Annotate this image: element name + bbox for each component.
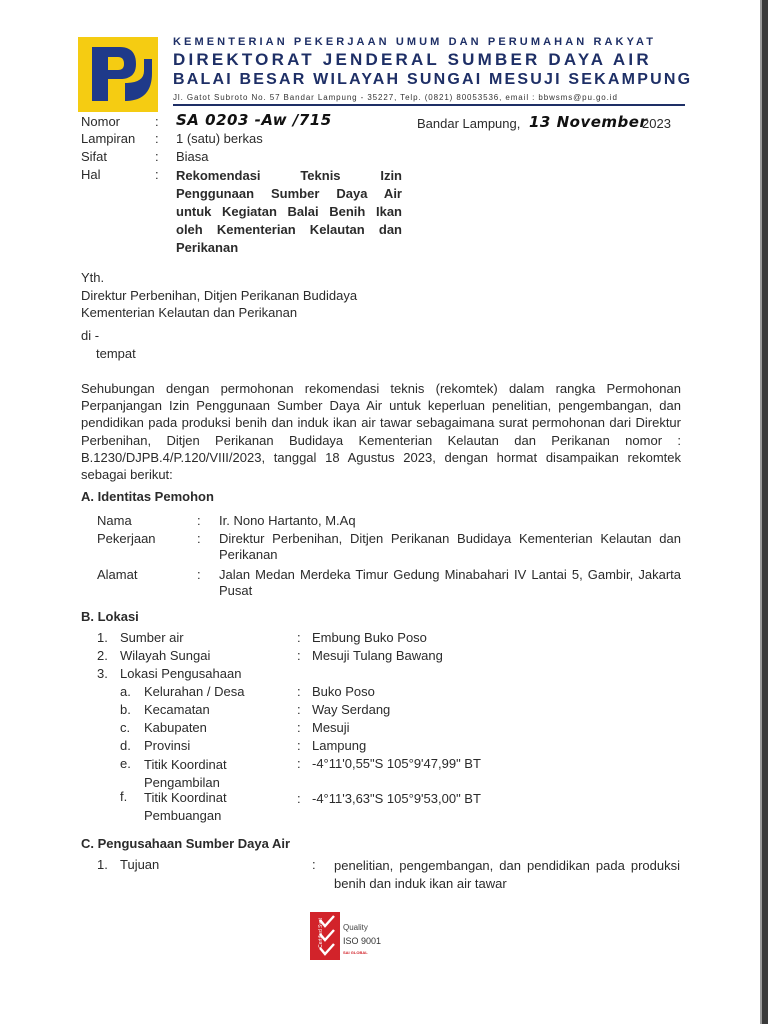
iso-quality-label: Quality (343, 923, 368, 932)
identity-value: Jalan Medan Merdeka Timur Gedung Minabahari IV Lantai 5, Gambir, Jakarta Pusat (219, 567, 681, 598)
letterhead-rule (173, 104, 685, 106)
recipient-tempat: tempat (96, 346, 136, 361)
lokasi-sub-label: Titik Koordinat Pengambilan (144, 757, 227, 790)
identity-value: Direktur Perbenihan, Ditjen Perikanan Budidaya Kementerian Kelautan dan Perikanan (219, 531, 681, 562)
lokasi-sub-value: Mesuji (312, 720, 350, 735)
lokasi-sub-num: f. (120, 789, 128, 804)
recipient-line2: Kementerian Kelautan dan Perikanan (81, 305, 298, 320)
lokasi-sub-num: a. (120, 684, 131, 699)
sifat-value: Biasa (176, 149, 209, 164)
lokasi-sub-colon: : (297, 702, 301, 717)
letterhead-office: BALAI BESAR WILAYAH SUNGAI MESUJI SEKAMPUNG (173, 71, 693, 88)
lokasi-sub-num: d. (120, 738, 131, 753)
lampiran-label: Lampiran (81, 131, 136, 146)
lampiran-colon: : (155, 131, 159, 146)
identity-colon: : (197, 513, 201, 528)
lokasi-colon: : (297, 648, 301, 663)
nomor-handwritten: SA 0203 -Aw /715 (176, 111, 332, 129)
letterhead-address: Jl. Gatot Subroto No. 57 Bandar Lampung - 35227, Telp. (0821) 80053536, email : bbwsms@pu.go.id (173, 93, 618, 102)
identity-label: Pekerjaan (97, 531, 156, 546)
nomor-label: Nomor (81, 114, 121, 129)
lokasi-sub-value: Way Serdang (312, 702, 391, 717)
hal-line: Rekomendasi Teknis Izin (176, 168, 402, 183)
date-handwritten: 13 November (529, 113, 648, 131)
section-b-title: B. Lokasi (81, 609, 139, 624)
lokasi-sub-label: Kecamatan (144, 702, 210, 717)
scan-edge (762, 0, 768, 1024)
hal-line: Penggunaan Sumber Daya Air (176, 186, 402, 201)
iso-cert-vertical-text: Certified Syst (318, 918, 324, 948)
lokasi-label: Wilayah Sungai (120, 648, 211, 663)
identity-label: Alamat (97, 567, 138, 582)
lokasi-sub-num: b. (120, 702, 131, 717)
lokasi-num: 2. (97, 648, 108, 663)
lokasi-value: Embung Buko Poso (312, 630, 427, 645)
sifat-label: Sifat (81, 149, 108, 164)
lokasi-sub-colon: : (297, 738, 301, 753)
lokasi-sub-colon: : (297, 720, 301, 735)
lokasi-colon: : (297, 630, 301, 645)
date-place: Bandar Lampung, (417, 116, 521, 131)
recipient-di: di - (81, 328, 100, 343)
iso-issuer-label: SAI GLOBAL (343, 950, 368, 955)
hal-line: untuk Kegiatan Balai Benih Ikan (176, 204, 402, 219)
pengusahaan-num: 1. (97, 857, 108, 872)
lokasi-sub-colon: : (297, 791, 301, 806)
lokasi-sub-label: Provinsi (144, 738, 191, 753)
identity-colon: : (197, 531, 201, 546)
lokasi-sub-value: Buko Poso (312, 684, 375, 699)
checkmark-icon (310, 912, 340, 960)
hal-line: Perikanan (176, 240, 239, 255)
lokasi-sub-value: -4°11'0,55"S 105°9'47,99" BT (312, 756, 481, 771)
lokasi-sub-value: Lampung (312, 738, 367, 753)
lokasi-sub-num: e. (120, 756, 131, 771)
hal-colon: : (155, 167, 159, 182)
lokasi-sub-value: -4°11'3,63"S 105°9'53,00" BT (312, 791, 481, 806)
body-paragraph: Sehubungan dengan permohonan rekomendasi teknis (rekomtek) dalam rangka Permohonan Perpanjangan Izin Penggunaan Sumber Daya Air untuk keperluan penelitian, pengembangan, dan pendidikan pada produksi benih dan induk ikan air tawar sebagaimana surat permohonan dari Direktur Perbenihan, Ditjen Perikanan Budidaya Kementerian Kelautan dan Perikanan nomor : B.1230/DJPB.4/P.120/VIII/2023, tanggal 18 Agustus 2023, dengan hormat disampaikan rekomtek sebagai berikut: (81, 381, 681, 483)
section-c-title: C. Pengusahaan Sumber Daya Air (81, 836, 291, 851)
hal-line: oleh Kementerian Kelautan dan (176, 222, 402, 237)
nomor-colon: : (155, 114, 159, 129)
identity-colon: : (197, 567, 201, 582)
lokasi-sub-label: Kelurahan / Desa (144, 684, 245, 699)
pengusahaan-label: Tujuan (120, 857, 160, 872)
identity-value: Ir. Nono Hartanto, M.Aq (219, 513, 356, 528)
sifat-colon: : (155, 149, 159, 164)
recipient-line1: Direktur Perbenihan, Ditjen Perikanan Budidaya (81, 288, 358, 303)
recipient-yth: Yth. (81, 270, 105, 285)
lokasi-sub-num: c. (120, 720, 131, 735)
date-year: 2023 (642, 116, 671, 131)
lokasi-sub-colon: : (297, 756, 301, 771)
pengusahaan-value: penelitian, pengembangan, dan pendidikan pada produksi benih dan induk ikan air tawar (334, 858, 680, 891)
pupr-logo-icon (78, 37, 158, 112)
letterhead-ministry: KEMENTERIAN PEKERJAAN UMUM DAN PERUMAHAN RAKYAT (173, 36, 657, 48)
lokasi-sub-colon: : (297, 684, 301, 699)
identity-label: Nama (97, 513, 132, 528)
letterhead-directorate: DIREKTORAT JENDERAL SUMBER DAYA AIR (173, 50, 652, 69)
lokasi-label: Sumber air (120, 630, 184, 645)
hal-label: Hal (81, 167, 101, 182)
lokasi-sub-label: Titik Koordinat Pembuangan (144, 790, 227, 823)
section-a-title: A. Identitas Pemohon (81, 489, 214, 504)
scan-edge-shadow (760, 0, 762, 1024)
lokasi-sub-label: Kabupaten (144, 720, 207, 735)
pengusahaan-colon: : (312, 857, 316, 872)
lampiran-value: 1 (satu) berkas (176, 131, 263, 146)
lokasi-value: Mesuji Tulang Bawang (312, 648, 443, 663)
lokasi-label: Lokasi Pengusahaan (120, 666, 242, 681)
iso-badge (310, 912, 340, 960)
hal-value (176, 167, 402, 257)
iso-standard-label: ISO 9001 (343, 936, 382, 946)
lokasi-num: 1. (97, 630, 108, 645)
lokasi-num: 3. (97, 666, 108, 681)
